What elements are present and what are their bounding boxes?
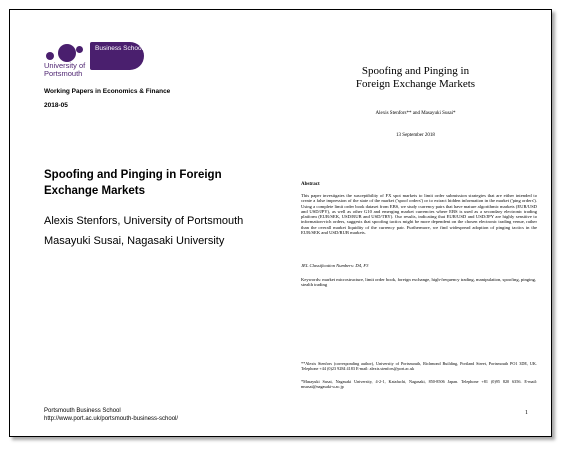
school-name: Portsmouth Business School (44, 408, 121, 414)
cover-author-2: Masayuki Susai, Nagasaki University (44, 235, 225, 247)
cover-title: Spoofing and Pinging in Foreign Exchange Markets (44, 169, 222, 197)
paper-title-line-1: Spoofing and Pinging in (361, 65, 470, 77)
working-paper-series: Working Papers in Economics & Finance (44, 88, 171, 95)
school-footer (44, 407, 178, 423)
footnote-corresponding-author: **Alexis Stenfors (corresponding author), University of Portsmouth, Richmond Building, Portland Street, Portsmouth PO1 3DE, UK. Telephone +44 (0)23 9284 4183 E-mail: alexis.stenfors@port.ac.uk (301, 361, 537, 371)
cover-author-1: Alexis Stenfors, University of Portsmouth (44, 215, 244, 227)
abstract-body: This paper investigates the susceptibility of FX spot markets to limit order submission strategies that are either intended to create a false impression of the state of the market ('spoof orders') or to extract hidden information in the market ('ping orders'). Using a complete limit order book dataset from EBS, we study currency pairs that have mature algorithmic markets (EUR/USD and USD/JPY), as well as other G10 and emerging market currencies where EBS is used as a secondary electronic trading platform (EUR/SEK, USD/RUB and USD/TRY). Our results, indicating that EUR/USD and USD/JPY are highly sensitive to information-rich orders, suggests that spoofing tactics might be more dependent on the chosen electronic trading venue, rather than the overall market liquidity of the currency pair. Furthermore, we find widespread adoption of pinging tactics in the EUR/SEK and USD/RUB markets. (301, 193, 537, 236)
abstract-heading: Abstract (301, 182, 320, 187)
cover-page (10, 10, 280, 436)
footnote-second-author: *Masayuki Susai, Nagasaki University, 4-2-1, Katafuchi, Nagasaki, 850-8506 Japan. Telephone +81 (0)95 820 6356. E-mail: msusai@nagasaki-u.ac.jp (301, 379, 537, 389)
series-number: 2018-05 (44, 102, 68, 109)
business-school-logo (90, 42, 144, 70)
university-logo-text: University of Portsmouth (44, 61, 86, 78)
school-url: http://www.port.ac.uk/portsmouth-business-school/ (44, 416, 179, 422)
paper-title-line-2: Foreign Exchange Markets (355, 78, 476, 90)
jel-classification: JEL Classification Numbers: D4, F3 (301, 263, 369, 268)
document-frame (9, 9, 552, 437)
paper-title (280, 65, 551, 91)
business-school-logo-text: Business School (95, 45, 144, 52)
paper-authors: Alexis Stenfors** and Masayuki Susai* (375, 111, 456, 116)
first-page (280, 10, 551, 436)
paper-date: 13 September 2018 (396, 133, 435, 138)
keywords: Keywords: market microstructure, limit order book, foreign exchange, high-frequency trading, manipulation, spoofing, pinging, stealth trading (301, 277, 537, 288)
page-number: 1 (525, 410, 528, 416)
